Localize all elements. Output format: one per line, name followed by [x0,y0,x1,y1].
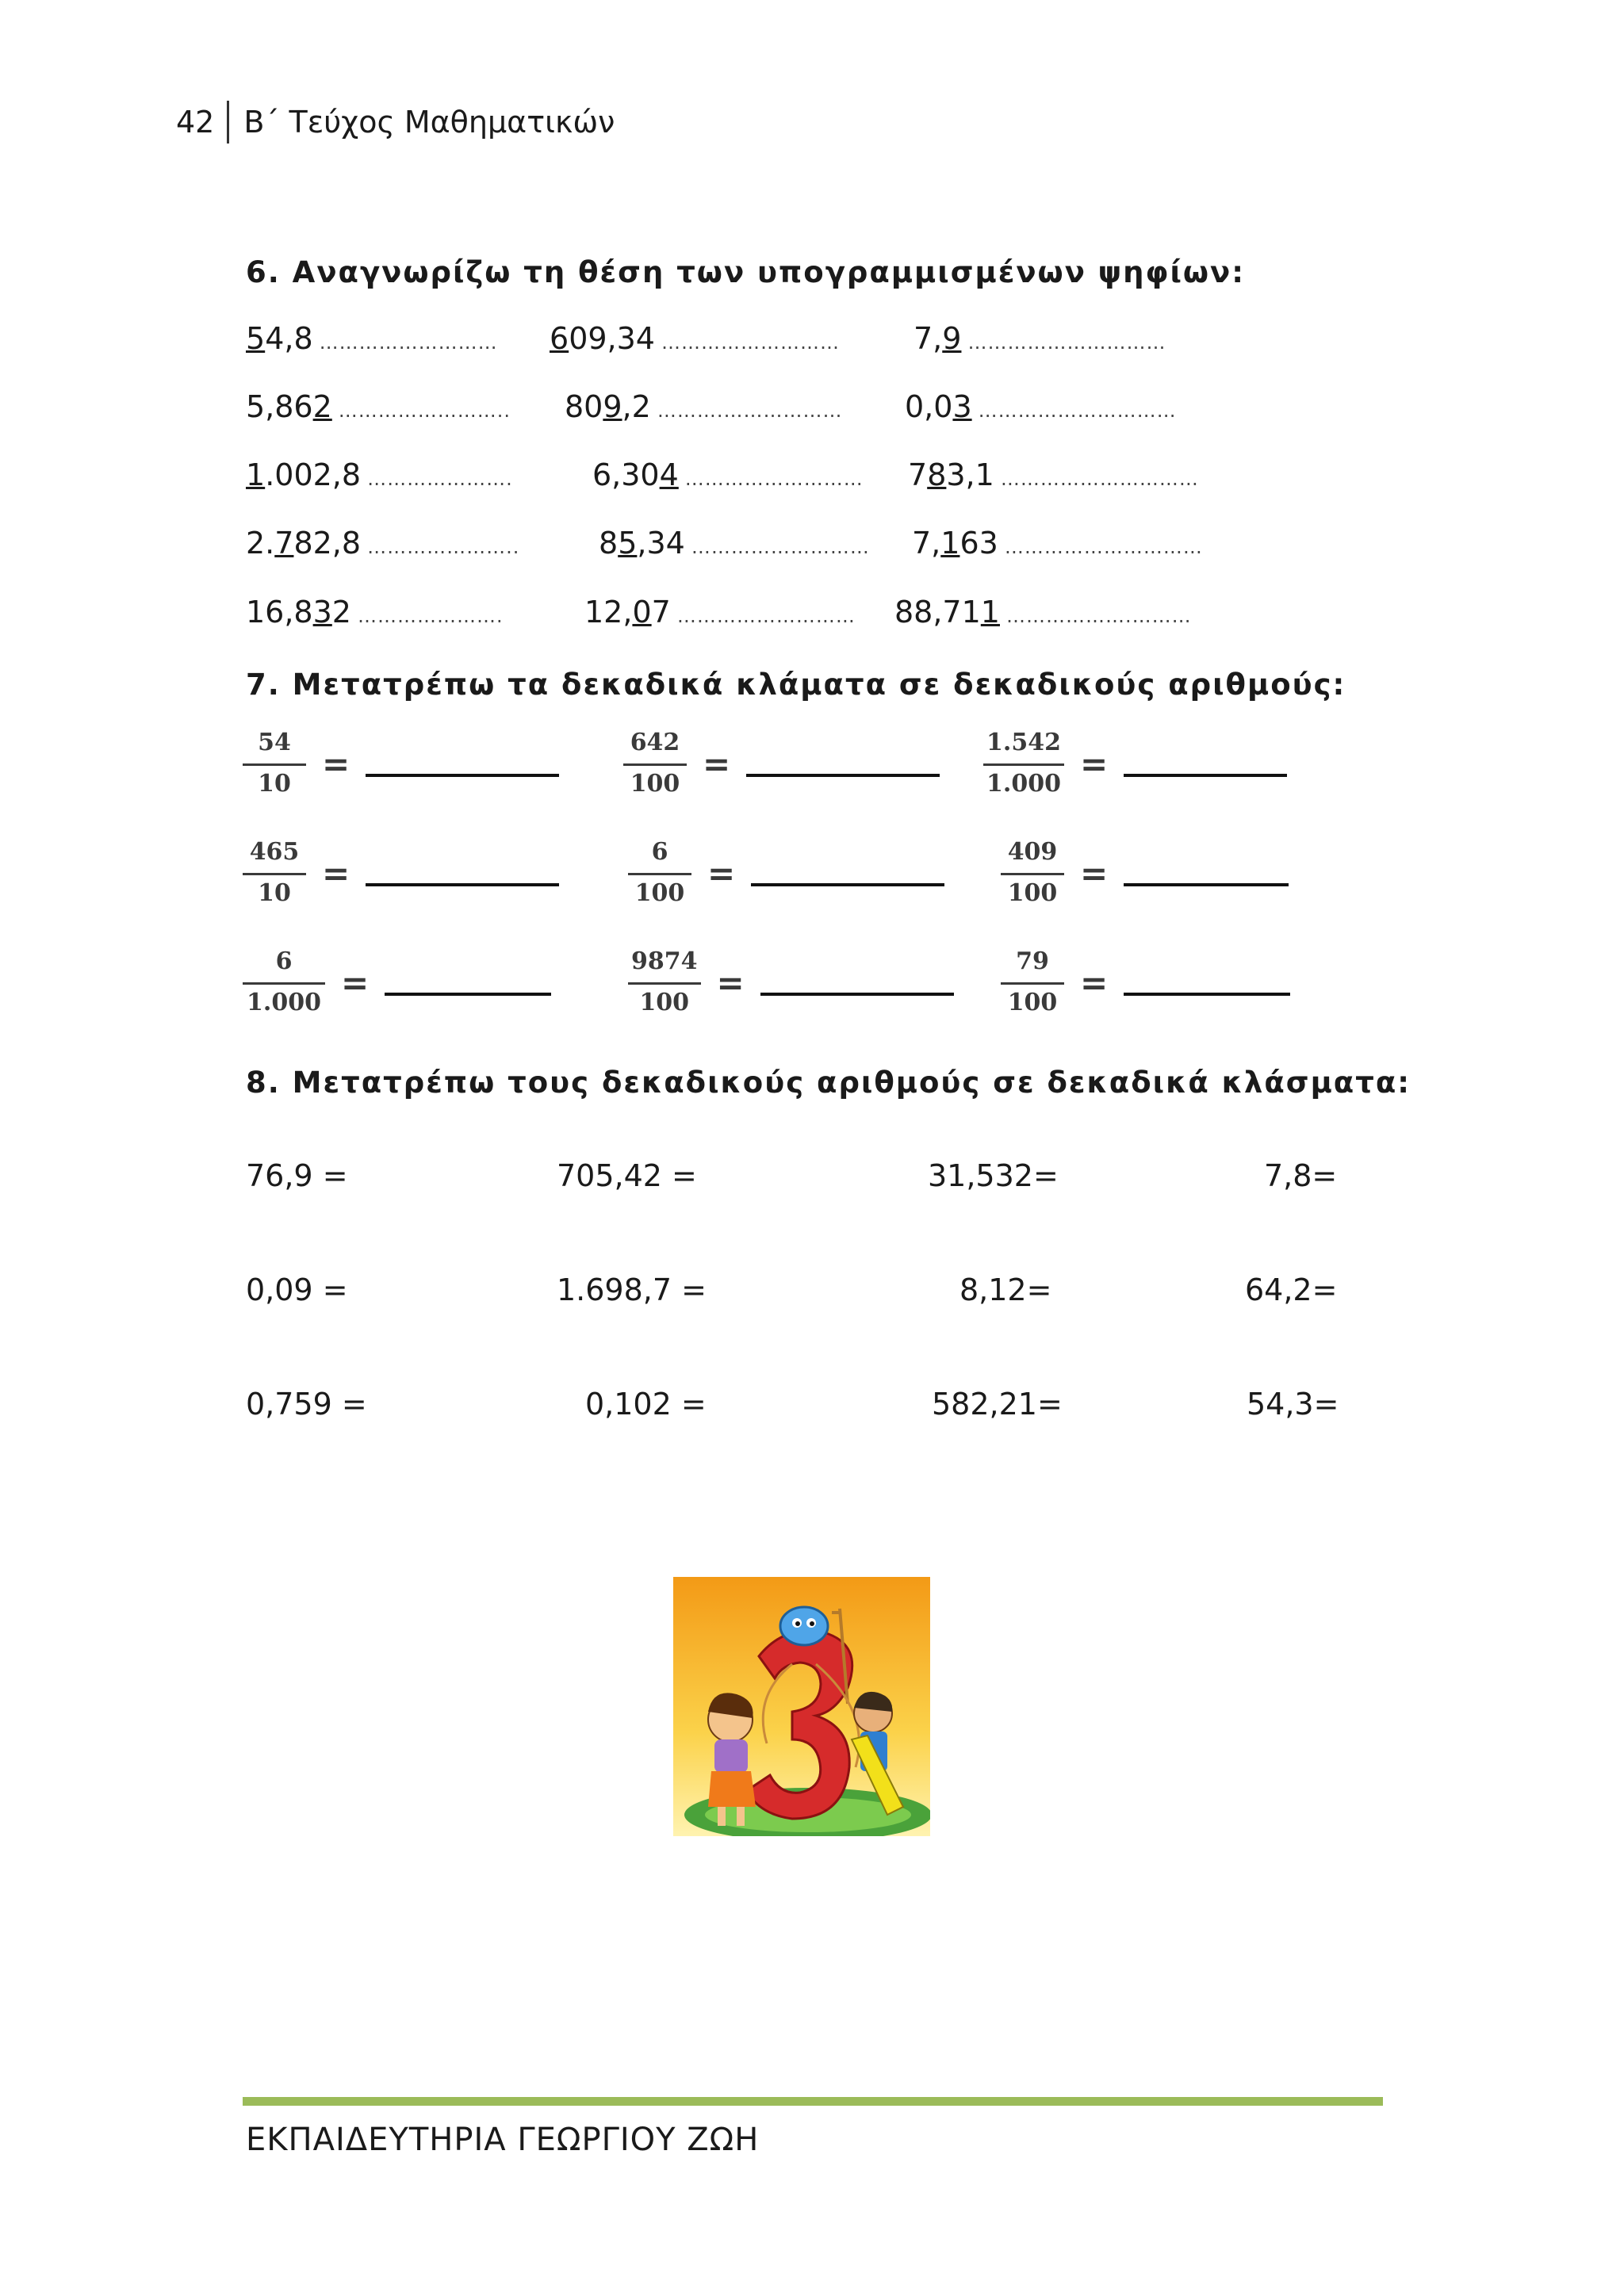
fraction-exercise: $\frac{409}{100}$ = [1001,837,1289,909]
fraction-exercise: $\frac{6}{100}$ = [628,837,944,909]
exercise-6-title: 6. Αναγνωρίζω τη θέση των υπογραμμισμένων ψηφίων: [246,255,1246,289]
fraction: $\frac{465}{10}$ [243,837,306,909]
fraction-exercise: $\frac{465}{10}$ = [243,837,559,909]
decimal-item: 705,42 = [557,1158,697,1193]
digit-place-item: 16,832 …………………. [246,595,504,629]
page-header [176,100,615,144]
digit-place-item: 12,07 ……………………… [584,595,856,629]
digit-place-item: 0,03 ………………………… [905,389,1177,424]
fraction: $\frac{54}{10}$ [243,728,306,799]
answer-line[interactable] [366,774,559,777]
fraction: $\frac{6}{1.000}$ [243,947,325,1018]
digit-place-item: 2.782,8 ………………….. [246,526,520,561]
decimal-item: 582,21= [932,1387,1063,1422]
exercise-7-title: 7. Μετατρέπω τα δεκαδικά κλάματα σε δεκαδικούς αριθμούς: [246,668,1346,702]
fraction-exercise: $\frac{54}{10}$ = [243,728,559,799]
fraction-exercise: $\frac{9874}{100}$ = [628,947,954,1018]
answer-line[interactable] [385,993,551,996]
document-title: Β΄ Τεύχος Μαθηματικών [243,105,615,140]
digit-place-item: 5,862 …………………….. [246,389,511,424]
fraction-exercise: $\frac{6}{1.000}$ = [243,947,551,1018]
decimal-item: 31,532= [928,1158,1059,1193]
digit-place-item: 85,34 ……………………… [599,526,870,561]
decimal-item: 7,8= [1264,1158,1338,1193]
decimal-item: 8,12= [959,1272,1052,1307]
decimal-item: 0,759 = [246,1387,367,1422]
fraction: $\frac{409}{100}$ [1001,837,1064,909]
decimal-item: 0,102 = [585,1387,707,1422]
digit-place-item: 88,711 ……………….……… [894,595,1192,629]
footer-text: ΕΚΠΑΙΔΕΥΤΗΡΙΑ ΓΕΩΡΓΙΟΥ ΖΩΗ [246,2122,760,2158]
decimal-item: 1.698,7 = [557,1272,707,1307]
digit-place-item: 609,34 ……………………… [550,321,840,356]
answer-line[interactable] [1124,883,1289,886]
answer-line[interactable] [1124,993,1290,996]
decimal-item: 54,3= [1247,1387,1339,1422]
fraction: $\frac{1.542}{1.000}$ [983,728,1064,799]
number-three-illustration [673,1577,930,1836]
digit-place-item: 783,1 ………………………… [908,457,1199,492]
footer-rule [243,2097,1383,2106]
fraction-exercise: $\frac{79}{100}$ = [1001,947,1290,1018]
fraction: $\frac{642}{100}$ [623,728,687,799]
digit-place-item: 6,304 ……………………… [592,457,864,492]
answer-line[interactable] [760,993,954,996]
fraction: $\frac{9874}{100}$ [628,947,701,1018]
digit-place-item: 54,8 ……………………… [246,321,498,356]
answer-line[interactable] [746,774,940,777]
page-number: 42 [176,105,215,140]
digit-place-item: 1.002,8 …………………. [246,457,513,492]
decimal-item: 0,09 = [246,1272,348,1307]
fraction-exercise: $\frac{642}{100}$ = [623,728,940,799]
digit-place-item: 809,2 ……….……………… [565,389,843,424]
header-separator [227,101,229,144]
fraction-exercise: $\frac{1.542}{1.000}$ = [983,728,1287,799]
decimal-item: 64,2= [1245,1272,1338,1307]
exercise-8-title: 8. Μετατρέπω τους δεκαδικούς αριθμούς σε δεκαδικά κλάσματα: [246,1066,1411,1100]
answer-line[interactable] [366,883,559,886]
digit-place-item: 7,9 ………………………… [914,321,1166,356]
fraction: $\frac{79}{100}$ [1001,947,1064,1018]
fraction: $\frac{6}{100}$ [628,837,691,909]
number-three-icon [673,1577,930,1836]
answer-line[interactable] [1124,774,1287,777]
digit-place-item: 7,163 ………………………… [912,526,1203,561]
decimal-item: 76,9 = [246,1158,348,1193]
answer-line[interactable] [751,883,944,886]
